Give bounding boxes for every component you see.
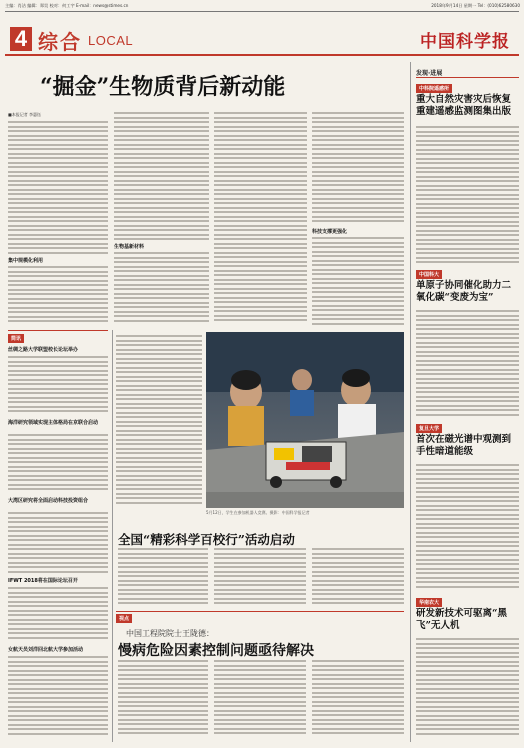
observe-text-col-2	[214, 660, 306, 742]
sidebar-story-tag: 中国科大	[416, 270, 442, 279]
masthead-logo: 中国科学报	[420, 32, 510, 52]
lead-subhead-2: 生物基新材料	[114, 244, 145, 250]
sidebar-story-headline: 重大自然灾害灾后恢复重建遥感监测图集出版	[416, 94, 512, 117]
observe-top-rule	[116, 611, 404, 612]
brief-item-text	[8, 656, 108, 742]
lead-subhead-3: 科技支撑更强化	[312, 229, 348, 235]
observe-column-label: 视点	[116, 614, 132, 623]
observe-kicker: 中国工程院院士王陇德：	[126, 629, 214, 638]
brief-item-title: 大湾区研究将全面启动科技投资组合	[8, 498, 89, 504]
brief-item-text	[8, 434, 108, 494]
sidebar-story-headline: 研发新技术可驱离“黑飞”无人机	[416, 608, 507, 631]
observe-headline: 慢病危险因素控制问题亟待解决	[118, 643, 314, 659]
robot-competition-photo	[206, 332, 404, 508]
brief-item-title: 海洋研究领域实现主体格局在京联合启动	[8, 420, 99, 426]
observe-text-col-3	[312, 660, 404, 742]
brief-item-text	[8, 356, 108, 416]
observe-text-col-1	[118, 660, 208, 742]
event-text-col-3	[312, 548, 404, 608]
lead-text-col-3	[214, 112, 307, 327]
section-title-en: LOCAL	[88, 33, 134, 48]
section-rule	[5, 54, 519, 56]
lead-subhead-1: 集中规模化利用	[8, 258, 44, 264]
brief-item-title: 丝绸之路大学联盟校长论坛举办	[8, 347, 79, 353]
brief-column-label: 简讯	[8, 334, 24, 343]
lead-headline: “掘金”生物质背后新动能	[40, 74, 286, 100]
brief-item-text	[8, 587, 108, 642]
sidebar-story-text	[416, 638, 519, 742]
section-title: 综合	[38, 30, 82, 54]
lead-text-col-4	[312, 112, 404, 227]
brief-item-text	[8, 512, 108, 574]
event-headline: 全国“精彩科学百校行”活动启动	[118, 532, 295, 547]
lead-byline: ■本报记者 李惠钰	[8, 112, 42, 117]
lead-text-col-4b	[312, 237, 404, 327]
event-text-col-2	[214, 548, 306, 608]
page-number-badge: 4	[10, 27, 32, 51]
lead-text-col-1	[8, 121, 108, 256]
sidebar-story-headline: 单原子协同催化助力二氧化碳“变废为宝”	[416, 280, 512, 303]
lead-text-col-1b	[8, 266, 108, 326]
sidebar-column-label: 发现·进展	[416, 68, 519, 78]
sidebar-divider	[410, 62, 411, 742]
brief-divider	[112, 330, 113, 742]
brief-item-title: IFWT 2018将在国际论坛召开	[8, 578, 78, 584]
brief-item-title: 女航天员刘洋回北航大学参加活动	[8, 647, 84, 653]
brief-top-rule	[8, 330, 108, 331]
sidebar-story-tag: 复旦大学	[416, 424, 442, 433]
header-rule	[5, 11, 519, 12]
sidebar-story-tag: 华南农大	[416, 598, 442, 607]
lead-text-col-2	[114, 112, 209, 242]
header-meta: 主编：肖洁 编辑：郑昊 校对：何工宇 E-mail：news@stimes.cn	[5, 3, 129, 8]
sidebar-story-text	[416, 464, 519, 594]
lead-text-col-2b	[114, 252, 209, 327]
sidebar-story-headline: 首次在磁光谱中观测到手性暗道能级	[416, 434, 512, 457]
sidebar-story-text	[416, 126, 519, 266]
event-text-col-1	[118, 548, 208, 608]
photo-caption: 5月12日，学生在参加机器人竞赛。摄影：中国科学报记者	[206, 510, 310, 515]
sidebar-story-tag: 中科院遥感所	[416, 84, 452, 93]
sidebar-story-text	[416, 310, 519, 420]
header-date: 2018年9月14日 星期一 Tel：(010)62580630	[431, 3, 520, 8]
photo-left-text	[116, 335, 202, 507]
